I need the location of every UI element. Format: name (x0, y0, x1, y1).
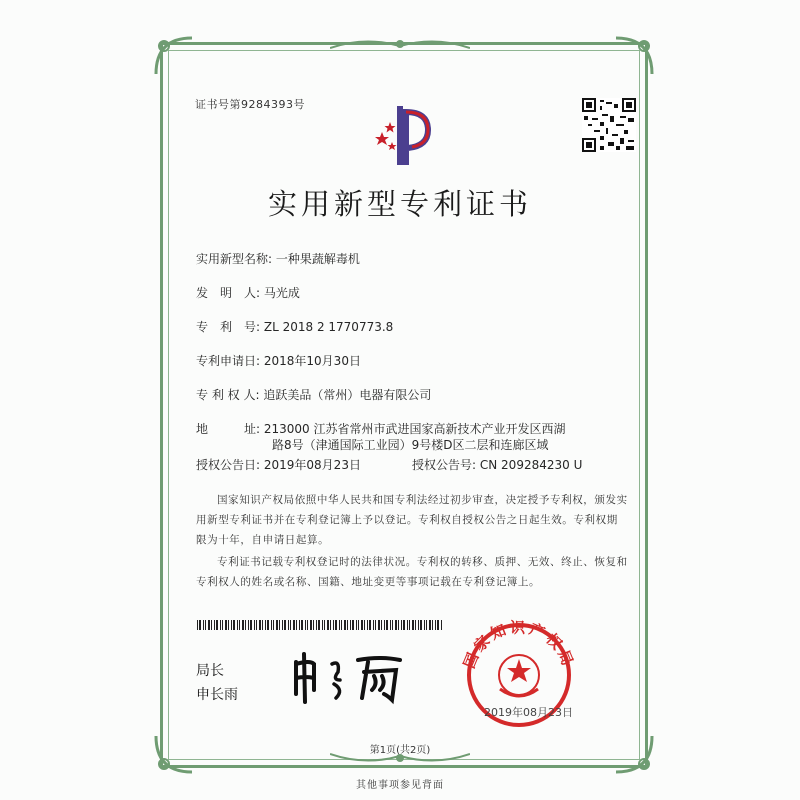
announcement-number-value: CN 209284230 U (479, 458, 583, 472)
filing-date-label: 专利申请日: (196, 354, 261, 368)
top-ornament-icon (330, 36, 470, 52)
address-label: 地 址: (196, 422, 261, 436)
seal-date: 2019年08月23日 (484, 706, 573, 719)
announcement-date-value: 2019年08月23日 (263, 458, 361, 472)
legal-status-text: 专利证书记载专利权登记时的法律状况。专利权的转移、质押、无效、终止、恢复和专利权人的姓名或名称、国籍、地址变更等事项记载在专利登记簿上。 (196, 556, 628, 588)
page-number: 第1页(共2页) (369, 745, 431, 756)
legal-status-paragraph (196, 552, 628, 592)
address-row-2 (272, 436, 549, 453)
patent-number-label: 专 利 号: (196, 320, 261, 334)
director-name: 申长雨 (196, 687, 238, 703)
announcement-date-label: 授权公告日: (196, 458, 261, 472)
grant-paragraph (196, 490, 628, 550)
corner-ornament-icon (610, 34, 656, 80)
address-row (196, 420, 566, 437)
svg-text:国家知识产权局: 国家知识产权局 (460, 618, 578, 671)
patent-number-value: ZL 2018 2 1770773.8 (263, 320, 394, 334)
patentee-row (196, 386, 431, 403)
patentee-label: 专 利 权 人: (196, 388, 260, 402)
address-line-1: 213000 江苏省常州市武进国家高新技术产业开发区西湖 (263, 422, 566, 436)
announcement-number-label: 授权公告号: (412, 458, 477, 472)
certificate-title: 实用新型专利证书 (267, 187, 532, 221)
inventor-row (196, 284, 300, 301)
footer-note: 其他事项参见背面 (356, 780, 444, 791)
grant-text: 国家知识产权局依照中华人民共和国专利法经过初步审查，决定授予专利权，颁发实用新型专利证书并在专利登记簿上予以登记。专利权自授权公告之日起生效。专利权期限为十年，自申请日起算。 (196, 494, 628, 546)
patent-office-logo-icon (370, 98, 440, 168)
director-title: 局长 (196, 663, 224, 679)
filing-date-row (196, 352, 361, 369)
address-line-2: 路8号（津通国际工业园）9号楼D区二层和连廊区域 (272, 438, 549, 452)
corner-ornament-icon (152, 34, 198, 80)
qr-code-icon (582, 98, 636, 152)
certificate-number: 证书号第9284393号 (195, 98, 305, 111)
patentee-value: 追跃美品（常州）电器有限公司 (263, 388, 432, 402)
inventor-value: 马光成 (263, 286, 300, 300)
inventor-label: 发 明 人: (196, 286, 261, 300)
utility-model-name-label: 实用新型名称: (196, 252, 273, 266)
announcement-number-row (412, 456, 582, 473)
announcement-date-row (196, 456, 361, 473)
barcode-icon (197, 620, 442, 630)
filing-date-value: 2018年10月30日 (263, 354, 361, 368)
patent-number-row (196, 318, 393, 335)
utility-model-name-row (196, 250, 360, 267)
handwritten-signature-icon (288, 650, 413, 705)
utility-model-name-value: 一种果蔬解毒机 (275, 252, 360, 266)
